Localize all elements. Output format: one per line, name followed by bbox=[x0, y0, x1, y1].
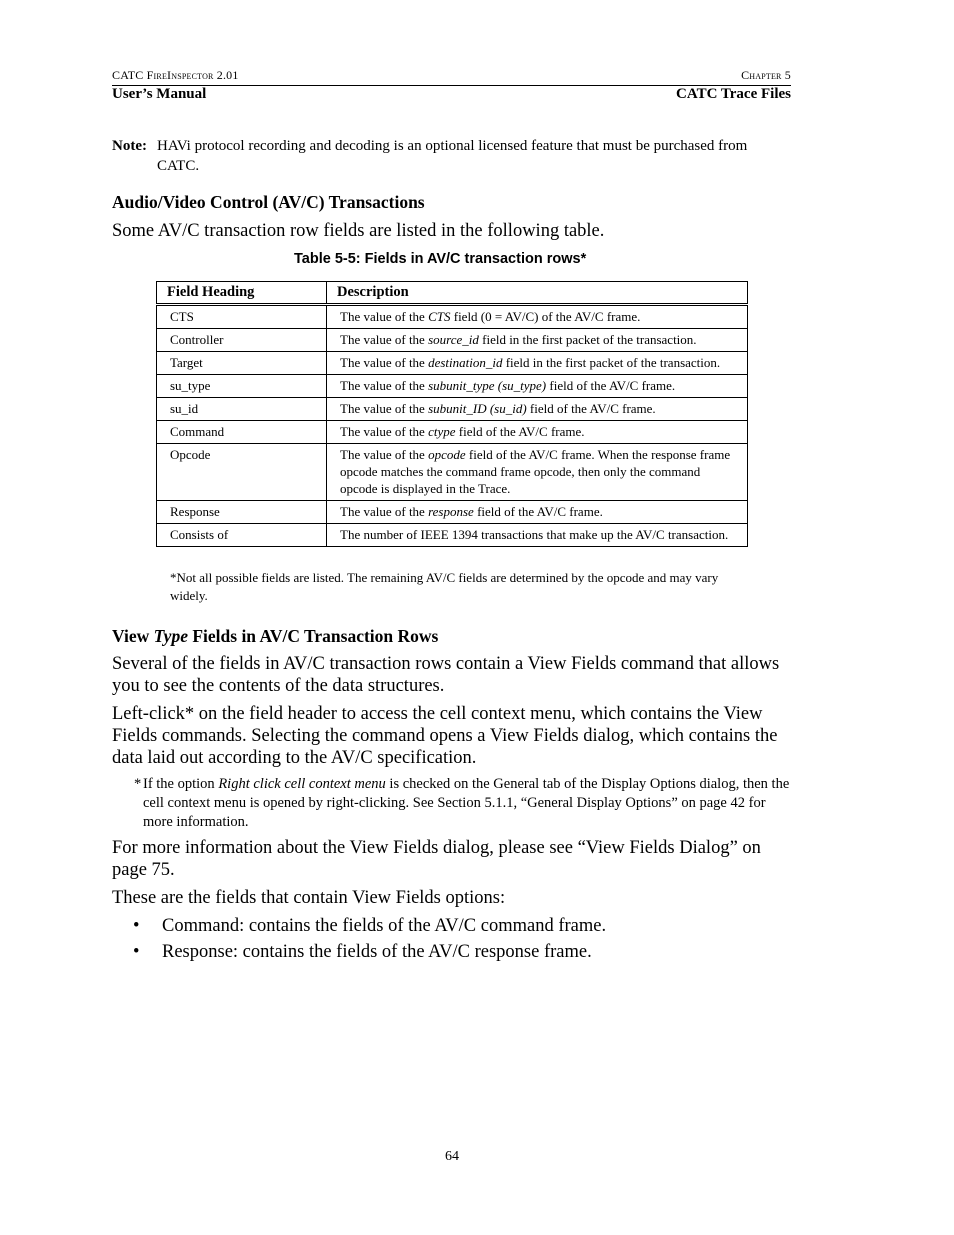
description-field-name: ctype bbox=[428, 424, 456, 439]
footnote-text: is checked on the General tab of the Display Options dialog, then the cell context menu is opened by right-clicking. See Section 5.1.1, “General Display Options” on page 42 for more information. bbox=[143, 776, 790, 830]
description-text: The number of IEEE 1394 transactions that make up the AV/C transaction. bbox=[340, 527, 729, 542]
description-field-name: opcode bbox=[428, 447, 466, 462]
footnote-text: If the option bbox=[143, 776, 219, 792]
list-item bbox=[133, 915, 606, 941]
cell-field-heading: su_type bbox=[157, 375, 327, 398]
table-row bbox=[157, 329, 748, 352]
cell-description bbox=[327, 444, 748, 501]
table-row bbox=[157, 501, 748, 524]
description-text: The value of the bbox=[340, 332, 429, 347]
table-row bbox=[157, 305, 748, 329]
table-row bbox=[157, 421, 748, 444]
cell-description bbox=[327, 329, 748, 352]
description-field-name: response bbox=[428, 504, 474, 519]
table-footnote: *Not all possible fields are listed. The remaining AV/C fields are determined by the opcode and may vary widely. bbox=[170, 570, 719, 603]
description-text: The value of the bbox=[340, 378, 429, 393]
description-text: The value of the bbox=[340, 355, 429, 370]
cell-field-heading: Response bbox=[157, 501, 327, 524]
cell-field-heading: Target bbox=[157, 352, 327, 375]
footnote-right-click bbox=[134, 775, 793, 832]
cell-field-heading: su_id bbox=[157, 398, 327, 421]
description-text: The value of the bbox=[340, 424, 429, 439]
table-row bbox=[157, 375, 748, 398]
description-text: The value of the bbox=[340, 504, 429, 519]
description-text: field of the AV/C frame. bbox=[473, 504, 603, 519]
description-text: The value of the bbox=[340, 401, 429, 416]
section-heading-avc: Audio/Video Control (AV/C) Transactions bbox=[112, 192, 425, 212]
bullet-text: Command: contains the fields of the AV/C command frame. bbox=[162, 916, 607, 936]
description-field-name: subunit_type (su_type) bbox=[428, 378, 547, 393]
note-label: Note: bbox=[112, 138, 147, 154]
cell-field-heading: Command bbox=[157, 421, 327, 444]
cell-description bbox=[327, 375, 748, 398]
description-field-name: source_id bbox=[428, 332, 479, 347]
description-text: field in the first packet of the transaction. bbox=[478, 332, 697, 347]
description-text: field of the AV/C frame. bbox=[455, 424, 585, 439]
header-product: CATC FireInspector 2.01 bbox=[112, 68, 239, 82]
cell-field-heading: CTS bbox=[157, 305, 327, 329]
heading-part: Fields in AV/C Transaction Rows bbox=[187, 626, 439, 646]
description-text: field of the AV/C frame. When the response frame opcode matches the command frame opcode, then only the command opcode is displayed in the Trace. bbox=[340, 447, 731, 496]
column-header-field: Field Heading bbox=[157, 282, 327, 305]
paragraph-view-fields: Several of the fields in AV/C transaction rows contain a View Fields command that allows you to see the contents of the data structures. bbox=[112, 654, 780, 696]
table-row bbox=[157, 352, 748, 375]
cell-field-heading: Consists of bbox=[157, 524, 327, 547]
cell-description bbox=[327, 352, 748, 375]
section-intro: Some AV/C transaction row fields are listed in the following table. bbox=[112, 221, 605, 241]
footnote-italic: Right click cell context menu bbox=[218, 776, 386, 792]
description-field-name: CTS bbox=[428, 309, 451, 324]
table-header-row bbox=[157, 282, 748, 305]
description-field-name: destination_id bbox=[428, 355, 503, 370]
table-caption: Table 5-5: Fields in AV/C transaction rows* bbox=[294, 251, 587, 267]
header-chapter: Chapter 5 bbox=[741, 68, 791, 82]
cell-field-heading: Opcode bbox=[157, 444, 327, 501]
section-heading-view-type bbox=[112, 626, 438, 647]
bullet-glyph: • bbox=[133, 942, 140, 962]
paragraph-left-click: Left-click* on the field header to access the cell context menu, which contains the View Fields commands. Selecting the command opens a View Fields dialog, which contains the data laid out according to the AV/C specification. bbox=[112, 704, 778, 768]
heading-italic-part: Type bbox=[153, 626, 188, 646]
avc-fields-table bbox=[156, 281, 748, 547]
description-text: field in the first packet of the transaction. bbox=[502, 355, 721, 370]
description-text: The value of the bbox=[340, 447, 429, 462]
cell-field-heading: Controller bbox=[157, 329, 327, 352]
cell-description bbox=[327, 305, 748, 329]
description-field-name: subunit_ID (su_id) bbox=[428, 401, 527, 416]
bullet-glyph: • bbox=[133, 916, 140, 936]
header-manual: User’s Manual bbox=[112, 86, 207, 102]
view-fields-bullet-list bbox=[133, 915, 606, 967]
description-text: field of the AV/C frame. bbox=[546, 378, 676, 393]
table-row bbox=[157, 398, 748, 421]
description-text: The value of the bbox=[340, 309, 429, 324]
note-text: HAVi protocol recording and decoding is an optional licensed feature that must be purchased from CATC. bbox=[157, 138, 748, 174]
cell-description bbox=[327, 524, 748, 547]
page-number: 64 bbox=[445, 1149, 459, 1164]
description-text: field of the AV/C frame. bbox=[526, 401, 656, 416]
cell-description bbox=[327, 398, 748, 421]
table-row bbox=[157, 444, 748, 501]
footnote-star: * bbox=[134, 776, 142, 792]
paragraph-more-info: For more information about the View Fields dialog, please see “View Fields Dialog” on page 75. bbox=[112, 838, 761, 880]
cell-description bbox=[327, 501, 748, 524]
table-row bbox=[157, 524, 748, 547]
description-text: field (0 = AV/C) of the AV/C frame. bbox=[450, 309, 641, 324]
column-header-description: Description bbox=[327, 282, 748, 305]
header-section: CATC Trace Files bbox=[676, 86, 791, 102]
list-item bbox=[133, 941, 606, 967]
cell-description bbox=[327, 421, 748, 444]
paragraph-fields-list: These are the fields that contain View Fields options: bbox=[112, 888, 506, 908]
bullet-text: Response: contains the fields of the AV/C response frame. bbox=[162, 942, 592, 962]
heading-part: View bbox=[112, 626, 154, 646]
